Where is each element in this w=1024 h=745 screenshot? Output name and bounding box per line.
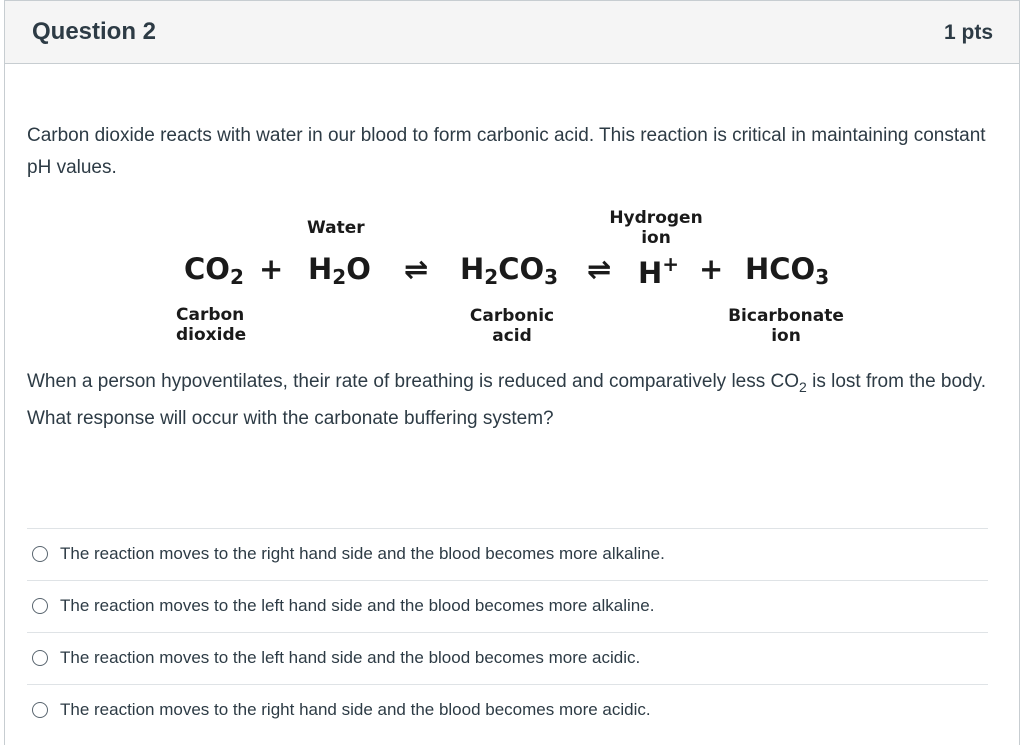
equation-arrow-2: ⇌ bbox=[587, 252, 612, 286]
answer-label: The reaction moves to the right hand side and the blood becomes more alkaline. bbox=[60, 544, 665, 563]
equation-hco3: $HCO_3$ bbox=[745, 252, 830, 289]
label-bicarbonate-ion: Bicarbonate ion bbox=[728, 306, 844, 346]
equation-plus-1: + bbox=[259, 252, 284, 286]
question-intro: Carbon dioxide reacts with water in our blood to form carbonic acid. This reaction is critical in maintaining constant pH values. bbox=[27, 125, 986, 178]
question-prompt: When a person hypoventilates, their rate of breathing is reduced and comparatively less $CO_2$ is lost from the body. What response will occur with the carbonate buffering system? bbox=[27, 371, 986, 429]
label-hydrogen-ion: Hydrogen ion bbox=[609, 208, 703, 248]
equation-h2co3: $H_2CO_3$ bbox=[460, 252, 559, 289]
equation-co2: $CO_2$ bbox=[184, 252, 244, 289]
answer-option-2[interactable] bbox=[32, 581, 982, 631]
answer-label: The reaction moves to the left hand side and the blood becomes more alkaline. bbox=[60, 596, 655, 615]
answer-option-3[interactable] bbox=[32, 633, 982, 683]
equation-h2o: $H_2O$ bbox=[308, 252, 371, 289]
label-water: Water bbox=[307, 218, 365, 238]
answer-label: The reaction moves to the left hand side and the blood becomes more acidic. bbox=[60, 648, 641, 667]
radio-button[interactable] bbox=[32, 598, 48, 614]
answer-label: The reaction moves to the right hand side and the blood becomes more acidic. bbox=[60, 700, 651, 719]
label-carbon-dioxide: Carbon dioxide bbox=[176, 305, 247, 345]
radio-button[interactable] bbox=[32, 546, 48, 562]
answer-option-1[interactable] bbox=[32, 529, 982, 579]
equation-arrow-1: ⇌ bbox=[404, 252, 429, 286]
radio-button[interactable] bbox=[32, 702, 48, 718]
radio-button[interactable] bbox=[32, 650, 48, 666]
answer-option-4[interactable] bbox=[32, 685, 982, 735]
label-carbonic-acid: Carbonic acid bbox=[469, 306, 555, 346]
question-points: 1 pts bbox=[943, 21, 993, 44]
question-title: Question 2 bbox=[32, 18, 157, 45]
equation-plus-2: + bbox=[699, 252, 724, 286]
question-header bbox=[5, 1, 1019, 64]
equation-hydrogen: H+ bbox=[638, 252, 680, 290]
